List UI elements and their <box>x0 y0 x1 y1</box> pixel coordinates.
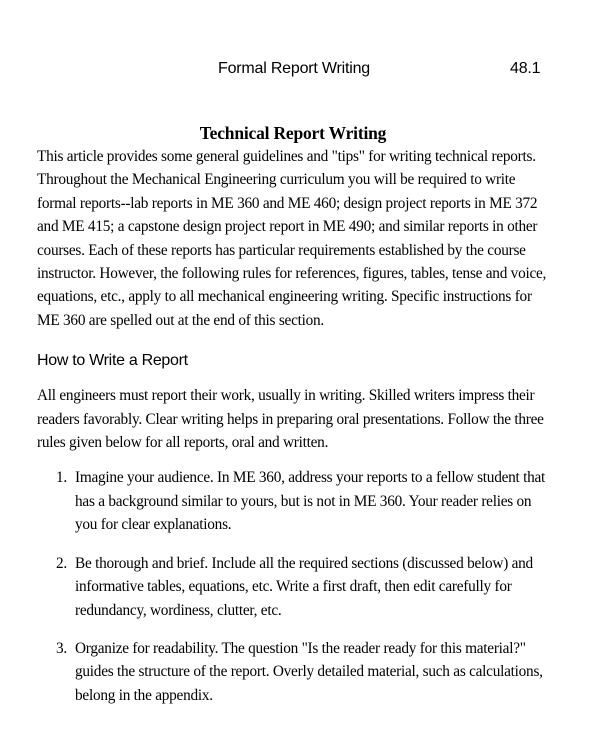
rule-number: 3. <box>56 639 67 657</box>
rule-item-1 <box>37 466 557 536</box>
article-title: Technical Report Writing <box>199 123 387 143</box>
section-intro-paragraph: All engineers must report their work, usually in writing. Skilled writers impress their readers favorably. Clear writing helps in preparing oral presentations. Follow the three rules given below for all reports, oral and written. <box>37 387 544 452</box>
rule-number: 1. <box>56 469 67 487</box>
running-header <box>0 60 600 84</box>
rule-number: 2. <box>56 554 67 572</box>
section-heading: How to Write a Report <box>37 352 188 370</box>
rule-item-3 <box>37 637 557 707</box>
rule-item-2 <box>37 552 557 622</box>
intro-paragraph: This article provides some general guidelines and "tips" for writing technical reports. Throughout the Mechanical Engineering curriculum you will be required to write formal reports--lab reports in ME 360 and ME 460; design project reports in ME 372 and ME 415; a capstone design project report in ME 490; and similar reports in other courses. Each of these reports has particular requirements established by the course instructor. However, the following rules for references, figures, tables, tense and voice, equations, etc., apply to all mechanical engineering writing. Specific instructions for ME 360 are spelled out at the end of this section. <box>37 148 547 329</box>
rule-text: Organize for readability. The question "Is the reader ready for this material?" guides the structure of the report. Overly detailed material, such as calculations, belong in the appendix. <box>75 639 543 704</box>
rule-text: Be thorough and brief. Include all the required sections (discussed below) and informative tables, equations, etc. Write a first draft, then edit carefully for redundancy, wordiness, clutter, etc. <box>75 554 533 619</box>
header-title: Formal Report Writing <box>218 60 370 77</box>
rules-list <box>37 466 557 707</box>
article-body <box>37 122 557 722</box>
rule-text: Imagine your audience. In ME 360, address your reports to a fellow student that has a background similar to yours, but is not in ME 360. Your reader relies on you for clear explanations. <box>75 469 546 534</box>
page-number: 48.1 <box>510 60 541 77</box>
